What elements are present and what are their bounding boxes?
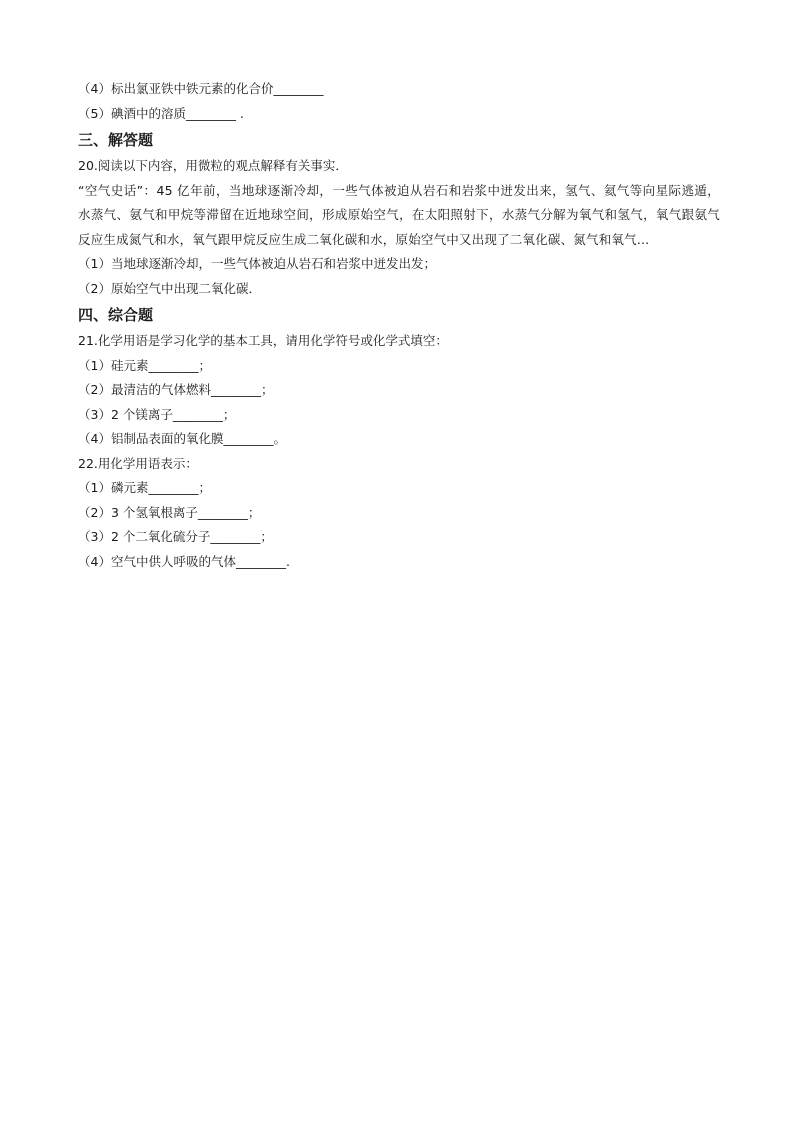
section-4-heading: 四、综合题 <box>78 306 154 324</box>
question-20-passage: “空气史话”：45 亿年前，当地球逐渐冷却，一些气体被迫从岩石和岩浆中迸发出来，氢气、氦气等向星际逃遁，水蒸气、氨气和甲烷等滞留在近地球空间，形成原始空气，在太阳照射下，水蒸气分解为氧气和氢气，氧气跟氨气反应生成氮气和水，氧气跟甲烷反应生成二氧化碳和水，原始空气中又出现了二氧化碳、氮气和氧气… <box>78 182 720 247</box>
question-19-sub-4: （4）标出氯亚铁中铁元素的化合价________ <box>78 81 324 96</box>
question-20-stem: 20.阅读以下内容，用微粒的观点解释有关事实． <box>78 158 348 173</box>
question-22-sub-4: （4）空气中供人呼吸的气体________. <box>78 553 290 569</box>
question-22-sub-2: （2）3 个氢氧根离子________； <box>78 504 261 520</box>
page-content <box>78 77 720 574</box>
question-22-stem: 22.用化学用语表示： <box>78 455 198 471</box>
question-21-sub-2: （2）最清洁的气体燃料________； <box>78 382 274 397</box>
question-20-sub-1: （1）当地球逐渐冷却，一些气体被迫从岩石和岩浆中迸发出发； <box>78 256 436 271</box>
question-22-sub-1: （1）磷元素________； <box>78 480 211 495</box>
question-19-sub-5: （5）碘酒中的溶质________ . <box>78 105 244 121</box>
question-21-sub-4: （4）铝制品表面的氧化膜________。 <box>78 431 286 446</box>
question-21-stem: 21.化学用语是学习化学的基本工具，请用化学符号或化学式填空： <box>78 333 448 348</box>
question-21-sub-1: （1）硅元素________； <box>78 357 211 373</box>
section-3-heading: 三、解答题 <box>78 131 154 149</box>
question-22-sub-3: （3）2 个二氧化硫分子________； <box>78 529 273 544</box>
question-20-sub-2: （2）原始空气中出现二氧化碳． <box>78 280 261 296</box>
question-21-sub-3: （3）2 个镁离子________； <box>78 406 236 422</box>
